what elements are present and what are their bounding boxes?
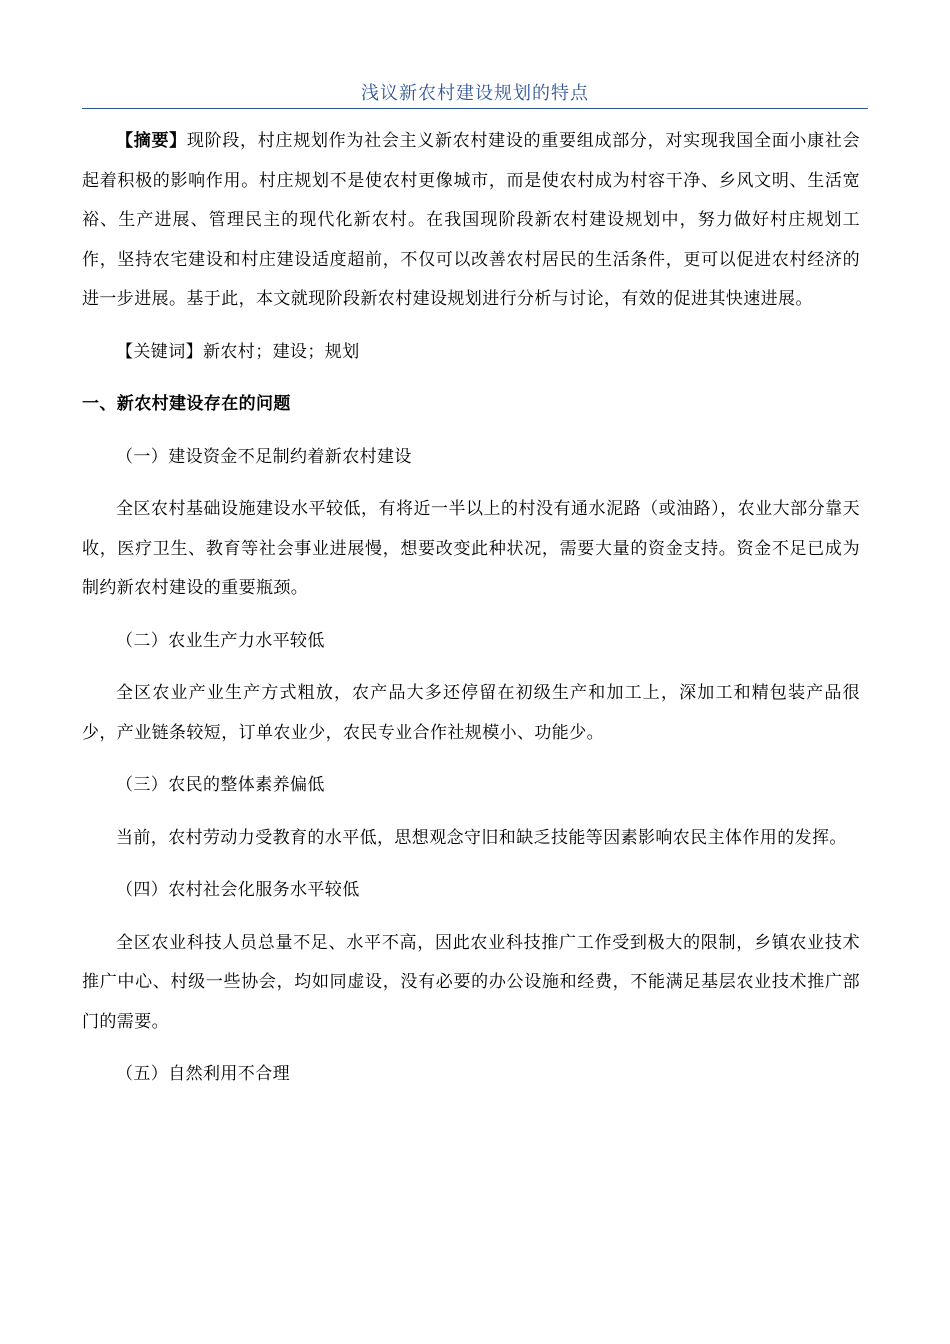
abstract-paragraph	[82, 122, 860, 320]
subheading-4: （四）农村社会化服务水平较低	[116, 880, 360, 900]
document-title: 浅议新农村建设规划的特点	[361, 83, 589, 104]
keywords-paragraph	[82, 333, 860, 373]
document-body	[82, 122, 860, 1108]
subheading-1: （一）建设资金不足制约着新农村建设	[116, 446, 412, 467]
abstract-text: 现阶段，村庄规划作为社会主义新农村建设的重要组成部分，对实现我国全面小康社会起着积极的影响作用。村庄规划不是使农村更像城市，而是使农村成为村容干净、乡风文明、生活宽裕、生产进展、管理民主的现代化新农村。在我国现阶段新农村建设规划中，努力做好村庄规划工作，坚持农宅建设和村庄建设适度超前，不仅可以改善农村居民的生活条件，更可以促进农村经济的进一步进展。基于此，本文就现阶段新农村建设规划进行分析与讨论，有效的促进其快速进展。	[82, 131, 860, 309]
header-divider	[82, 108, 868, 109]
body-paragraph-2: 全区农业产业生产方式粗放，农产品大多还停留在初级生产和加工上，深加工和精包装产品很少，产业链条较短，订单农业少，农民专业合作社规模小、功能少。	[82, 683, 860, 743]
keywords-text: 新农村；建设；规划	[203, 341, 360, 362]
body-paragraph-4: 全区农业科技人员总量不足、水平不高，因此农业科技推广工作受到极大的限制，乡镇农业技术推广中心、村级一些协会，均如同虚设，没有必要的办公设施和经费，不能满足基层农业技术推广部门的需要。	[82, 932, 860, 1032]
section-heading: 一、新农村建设存在的问题	[82, 394, 291, 414]
subheading-3: （三）农民的整体素养偏低	[116, 775, 325, 795]
body-paragraph-3: 当前，农村劳动力受教育的水平低，思想观念守旧和缺乏技能等因素影响农民主体作用的发挥。	[116, 827, 847, 848]
body-paragraph-1: 全区农村基础设施建设水平较低，有将近一半以上的村没有通水泥路（或油路），农业大部分靠天收，医疗卫生、教育等社会事业进展慢，想要改变此种状况，需要大量的资金支持。资金不足已成为制约新农村建设的重要瓶颈。	[82, 499, 860, 598]
keywords-label: 【关键词】	[116, 341, 203, 362]
subheading-5: （五）自然利用不合理	[116, 1064, 290, 1084]
subheading-2: （二）农业生产力水平较低	[116, 630, 325, 651]
abstract-label: 【摘要】	[116, 131, 187, 151]
